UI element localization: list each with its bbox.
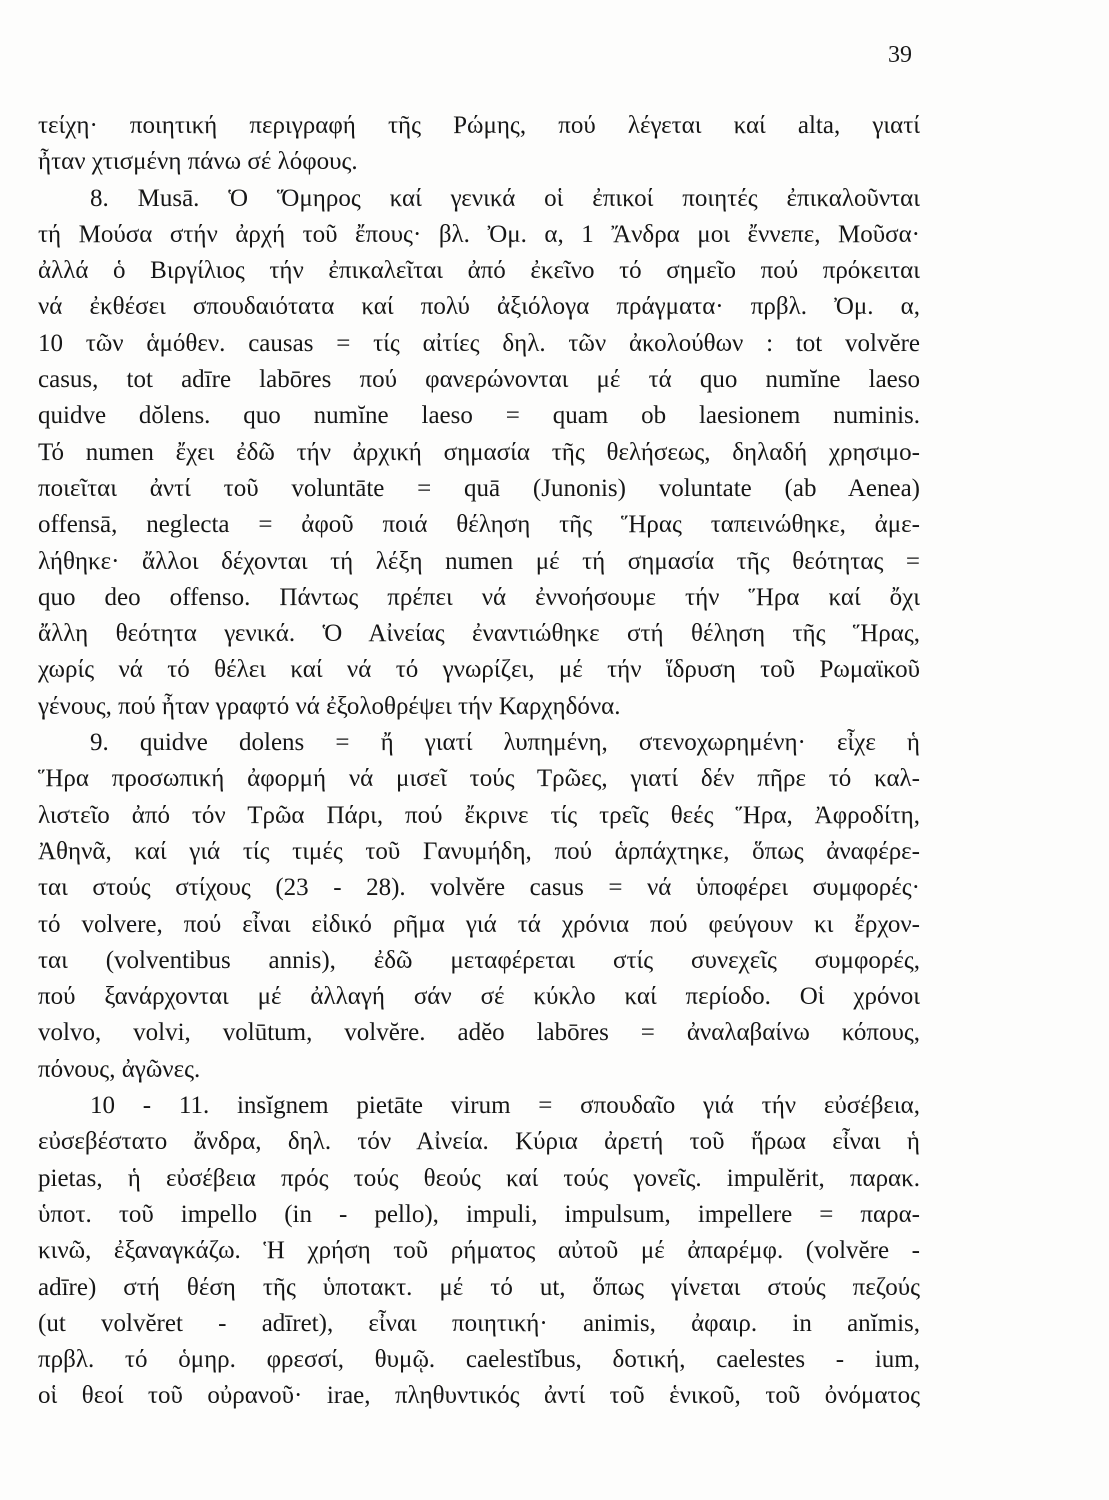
text-line: quidve dŏlens. quo numĭne laeso = quam ob laesionem numinis. <box>38 402 920 430</box>
text-line: χωρίς νά τό θέλει καί νά τό γνωρίζει, μέ τήν ἵδρυση τοῦ Ρωμαϊκοῦ <box>38 656 920 684</box>
text-line: ἄλλη θεότητα γενικά. Ὁ Αἰνείας ἐναντιώθηκε στή θέληση τῆς Ἥρας, <box>38 620 920 648</box>
text-line: πρβλ. τό ὁμηρ. φρεσσί, θυμῷ. caelestĭbus, δοτική, caelestes - ium, <box>38 1346 920 1374</box>
text-line: λιστεῖο ἀπό τόν Τρῶα Πάρι, πού ἔκρινε τίς τρεῖς θεές Ἥρα, Ἀφροδίτη, <box>38 801 920 829</box>
text-line: ται στούς στίχους (23 - 28). volvĕre casus = νά ὑποφέρει συμφορές· <box>38 874 920 902</box>
text-line: (ut volvĕret - adīret), εἶναι ποιητική· animis, ἀφαιρ. in anĭmis, <box>38 1309 920 1337</box>
text-line: ἦταν χτισμένη πάνω σέ λόφους. <box>38 148 358 176</box>
text-line: 9. quidve dolens = ἤ γιατί λυπημένη, στενοχωρημένη· εἶχε ἡ <box>90 729 920 757</box>
text-line: νά ἐκθέσει σπουδαιότατα καί πολύ ἀξιόλογα πράγματα· πρβλ. Ὀμ. α, <box>38 293 920 321</box>
text-line: casus, tot adīre labōres πού φανερώνονται μέ τά quo numĭne laeso <box>38 366 920 394</box>
text-line: εὐσεβέστατο ἄνδρα, δηλ. τόν Αἰνεία. Κύρια ἀρετή τοῦ ἥρωα εἶναι ἡ <box>38 1128 920 1156</box>
text-line: pietas, ἡ εὐσέβεια πρός τούς θεούς καί τούς γονεῖς. impulĕrit, παρακ. <box>38 1164 920 1192</box>
text-line: Ἀθηνᾶ, καί γιά τίς τιμές τοῦ Γανυμήδη, πού ἁρπάχτηκε, ὅπως ἀναφέρε- <box>38 837 920 865</box>
page-number: 39 <box>888 42 912 68</box>
text-line: ὑποτ. τοῦ impello (in - pello), impuli, impulsum, impellere = παρα- <box>38 1200 920 1228</box>
text-line: 10 - 11. insĭgnem pietāte virum = σπουδαῖο γιά τήν εὐσέβεια, <box>90 1092 920 1120</box>
text-line: ται (volventibus annis), ἐδῶ μεταφέρεται στίς συνεχεῖς συμφορές, <box>38 946 920 974</box>
text-line: Ἥρα προσωπική ἀφορμή νά μισεῖ τούς Τρῶες, γιατί δέν πῆρε τό καλ- <box>38 765 920 793</box>
text-line: ἀλλά ὁ Βιργίλιος τήν ἐπικαλεῖται ἀπό ἐκεῖνο τό σημεῖο πού πρόκειται <box>38 257 920 285</box>
text-line: τή Μούσα στήν ἀρχή τοῦ ἔπους· βλ. Ὀμ. α, 1 Ἄνδρα μοι ἔννεπε, Μοῦσα· <box>38 220 920 248</box>
text-line: λήθηκε· ἄλλοι δέχονται τή λέξη numen μέ τή σημασία τῆς θεότητας = <box>38 547 920 575</box>
text-line: offensā, neglecta = ἀφοῦ ποιά θέληση τῆς Ἥρας ταπεινώθηκε, ἀμε- <box>38 511 920 539</box>
text-line: οἱ θεοί τοῦ οὐρανοῦ· irae, πληθυντικός ἀντί τοῦ ἑνικοῦ, τοῦ ὀνόματος <box>38 1382 920 1410</box>
text-line: πόνους, ἀγῶνες. <box>38 1055 201 1083</box>
text-line: τό volvere, πού εἶναι εἰδικό ρῆμα γιά τά χρόνια πού φεύγουν κι ἔρχον- <box>38 910 920 938</box>
text-line: κινῶ, ἐξαναγκάζω. Ἡ χρήση τοῦ ρήματος αὐτοῦ μέ ἀπαρέμφ. (volvĕre - <box>38 1237 920 1265</box>
text-line: volvo, volvi, volūtum, volvĕre. adĕo labōres = ἀναλαβαίνω κόπους, <box>38 1019 920 1047</box>
text-line: γένους, πού ἦταν γραφτό νά ἐξολοθρέψει τήν Καρχηδόνα. <box>38 692 621 720</box>
text-line: ποιεῖται ἀντί τοῦ voluntāte = quā (Junonis) voluntate (ab Aenea) <box>38 474 920 502</box>
text-line: adīre) στή θέση τῆς ὑποτακτ. μέ τό ut, ὅπως γίνεται στούς πεζούς <box>38 1273 920 1301</box>
text-line: 10 τῶν ἁμόθεν. causas = τίς αἰτίες δηλ. τῶν ἀκολούθων : tot volvĕre <box>38 329 920 357</box>
text-line: πού ξανάρχονται μέ ἀλλαγή σάν σέ κύκλο καί περίοδο. Οἱ χρόνοι <box>38 983 920 1011</box>
text-line: τείχη· ποιητική περιγραφή τῆς Ρώμης, πού λέγεται καί alta, γιατί <box>38 112 920 139</box>
body-text <box>38 108 920 1415</box>
text-line: quo deo offenso. Πάντως πρέπει νά ἐννοήσουμε τήν Ἥρα καί ὄχι <box>38 583 920 611</box>
text-line: Τό numen ἔχει ἐδῶ τήν ἀρχική σημασία τῆς θελήσεως, δηλαδή χρησιμο- <box>38 438 920 466</box>
text-line: 8. Musā. Ὁ Ὅμηρος καί γενικά οἱ ἐπικοί ποιητές ἐπικαλοῦνται <box>90 184 920 212</box>
